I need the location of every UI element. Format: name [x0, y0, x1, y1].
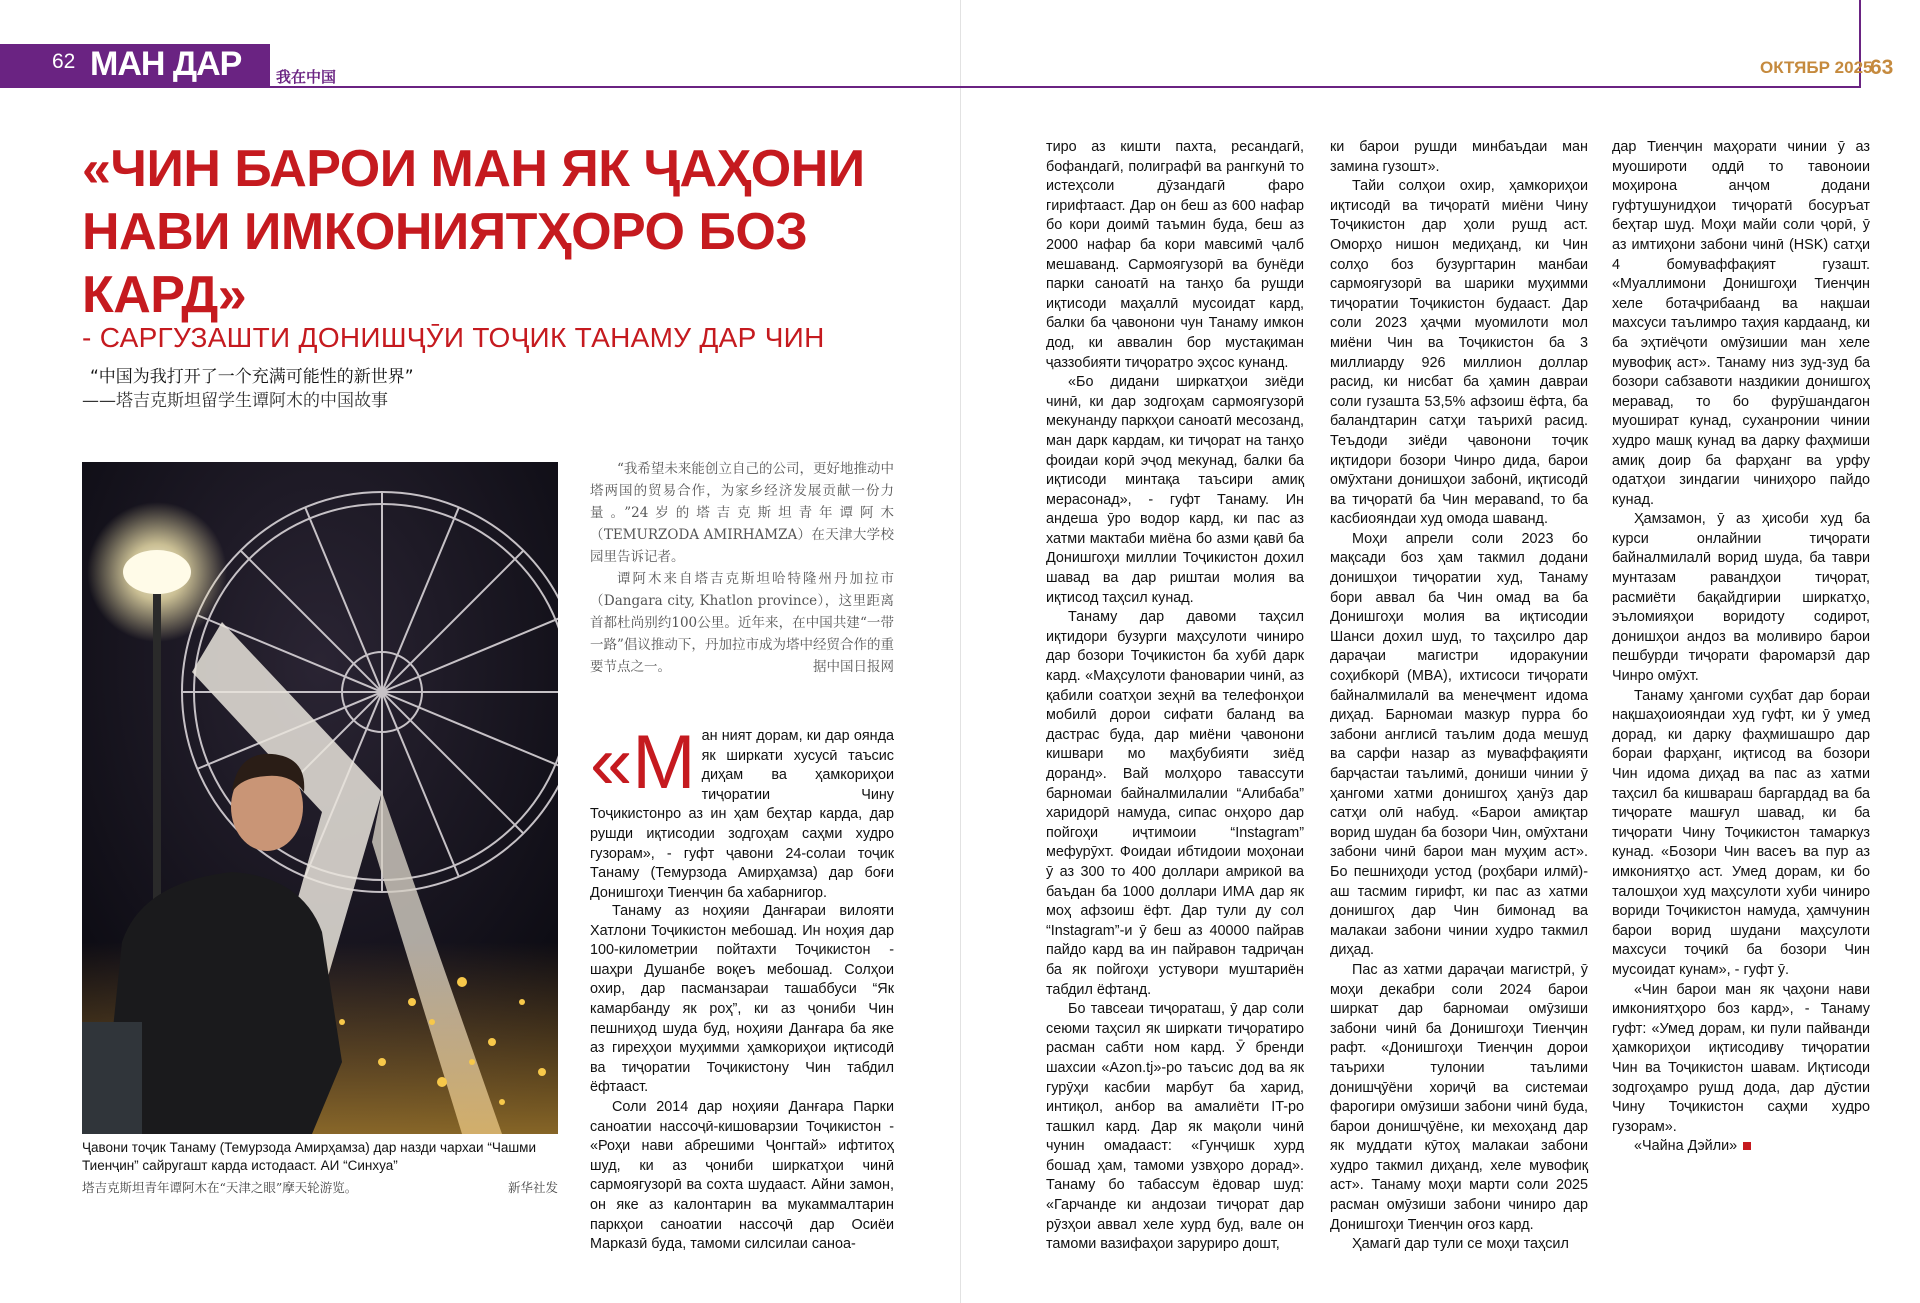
cn-headline: “中国为我打开了一个充满可能性的新世界” — [90, 367, 414, 387]
issue-date: ОКТЯБР 2025 — [1760, 58, 1873, 77]
header-rule-left — [270, 86, 960, 88]
body-paragraph: Танаму дар давоми таҳсил иқтидори бузурги маҳсулоти чиниро дар бозори Тоҷикистон ба хубӣ дарк кард. «Маҳсулоти фановарии чинӣ, аз қабили соатҳои зеҳнӣ ва телефонҳои мобилӣ дорои сифати баланд ва дастрас буда, дар миёни ҷавонони кишвари мо маҳбубияти зиёд доранд». Вай молҳоро тавассути барномаи байналмилалии “Алибаба” харидорӣ намуда, сипас онҳоро дар пойгоҳи иҷтимоии “Instagram” мефурӯхт. Фоидаи ибтидоии моҳонаи ӯ аз 300 то 400 доллари амрикоӣ ва баъдан ба 1000 доллари ИМА дар як моҳ афзоиш ёфт. Дар тули ду сол “Instagram”-и ӯ беш аз 40000 пайрав пайдо кард ва ин пайравон тадриҷан ба як пойгоҳи устувори муштариён табдил ёфтанд. — [1046, 609, 1304, 998]
body-paragraph: Ҳамзамон, ӯ аз ҳисоби худ ба курси онлайнии тиҷорати байналмилалӣ ворид шуда, ба таври мунтазам равандҳои тиҷорат, расмиёти бақайдгирии ширкатҳо, эъломияҳои воридоту содирот, донишҳои андоз ва моливиро барои пешбурди тиҷорати фаромарзӣ дар Чинро омӯхт. — [1612, 511, 1870, 685]
article-photo — [82, 462, 558, 1134]
photo-caption-cn — [82, 1178, 558, 1196]
section-banner — [0, 44, 270, 122]
body-paragraph: Соли 2014 дар ноҳияи Данғара Парки саноатии нассоҷӣ-кишоварзии Тоҷикистон - «Роҳи нави абрешими Ҷонгтай» ифтитоҳ шуд, ки аз ҷониби ширкатҳои чинӣ сармоягузорӣ ва сохта шудааст. Айни замон, он яке аз калонтарин ва мукаммалтарин паркҳои саноатии нассоҷӣ дар Осиёи Марказӣ буда, тамоми силсилаи саноа- — [590, 1098, 894, 1253]
body-paragraph: Моҳи апрели соли 2023 бо мақсади боз ҳам такмил додани донишҳои тиҷоратии худ, Танаму бори аввал ба Чин омад ва ба Донишгоҳи молия ва иқтисодии Шанси дохил шуд, то таҳсилро дар дараҷаи магистри идоракунии соҳибкорӣ (MBA), ихтисоси тиҷорати байналмилалӣ ва менеҷмент идома диҳад. Барномаи мазкур пурра бо забони англисӣ таълим дода мешуд ва сарфи назар аз муваффақияти барҷастаи таълимӣ, дониши чинии ӯ ҳангоми хатми донишгоҳ ҳанӯз дар сатҳи олӣ набуд. «Барои амиқтар ворид шудан ба бозори Чин, омӯхтани забони чинӣ барои ман муҳим аст». Бо пешниҳоди устод (роҳбари илмӣ)-аш тасмим гирифт, ки пас аз хатми донишгоҳ дар Чин бимонад ва малакаи забони чинии худро такмил диҳад. — [1330, 530, 1588, 959]
body-paragraph: Танаму ҳангоми суҳбат дар бораи нақшаҳоиояндаи худ гуфт, ки ӯ умед дорад, ки дарку фаҳмишашро дар бораи фарҳанг, иқтисод ва бозори Чин идома диҳад ва пас аз хатми таҳсил ба кишвараш баргардад ва ба тиҷорате машғул шавад, ки ба тиҷорати Чину Тоҷикистон тамаркуз кунад. «Бозори Чин васеъ ва пур аз имкониятҳо аст. Умед дорам, ки бо талошҳои худ маҳсулоти хуби чиниро вориди Тоҷикистон намуда, ҳамчунин барои ворид шудани маҳсулоти махсуси тоҷикӣ ба бозори Чин мусоидат кунам», - гуфт ӯ. — [1612, 687, 1870, 978]
photo-caption-cn-source: 新华社发 — [507, 1180, 558, 1195]
body-column-2 — [1046, 138, 1304, 1255]
section-title: МАН ДАР ЧИН — [90, 45, 242, 122]
body-paragraph: Бо тавсеаи тиҷораташ, ӯ дар соли сеюми таҳсил як ширкати тиҷоратиро расман сабти ном кард. Ӯ бренди шахсии «Azon.tj»-ро таъсис дод ва як гурӯҳи касбии марбут ба харид, интиқол, анбор ва амалиёти IT-ро ташкил кард. Дар як мақоли чинӣ чунин омадааст: «Гунҷишк хурд бошад ҳам, тамоми узвҳоро дорад». Танаму бо табассум ёдовар шуд: «Гарчанде ки андозаи тиҷорат дар рӯзҳои аввал хеле хурд буд, вале он тамоми вазифаҳои заруриро дошт, — [1046, 1001, 1304, 1253]
body-paragraph: Ҳамагӣ дар тули се моҳи таҳсил — [1352, 1236, 1569, 1253]
cn-subheadline: ——塔吉克斯坦留学生谭阿木的中国故事 — [82, 391, 388, 411]
article-subheadline: - САРГУЗАШТИ ДОНИШҶӮИ ТОҶИК ТАНАМУ ДАР ЧИН — [82, 322, 825, 353]
end-mark-icon — [1743, 1142, 1751, 1150]
photo-caption-cn-text: 塔吉克斯坦青年谭阿木在“天津之眼”摩天轮游览。 — [82, 1180, 358, 1195]
body-column-1 — [590, 720, 894, 903]
article-source — [1612, 1137, 1870, 1157]
body-column-3 — [1330, 138, 1588, 1255]
body-column-1b — [590, 902, 894, 1255]
cn-summary-p2 — [590, 568, 894, 678]
body-paragraph: Танаму аз ноҳияи Данғараи вилояти Хатлони Тоҷикистон мебошад. Ин ноҳия дар 100-километрии пойтахти Тоҷикистон - шаҳри Душанбе воқеъ мебошад. Солҳои охир, дар пасманзараи ташаббуси “Як камарбанду як роҳ”, ки аз ҷониби Чин пешниҳод шуда буд, ноҳияи Данғара ба яке аз гиреҳҳои муҳимми ҳамкориҳои иқтисодӣ ва тиҷоратии Тоҷикистону Чин табдил ёфтааст. — [590, 903, 894, 1096]
body-paragraph: Тайи солҳои охир, ҳамкориҳои иқтисодӣ ва тиҷоратӣ миёни Чину Тоҷикистон дар ҳоли рушд аст. Оморҳо нишон медиҳанд, ки Чин солҳо боз бузургтарин манбаи сармоягузорӣ ва шарики муҳимми тиҷоратии Тоҷикистон будааст. Дар соли 2023 ҳаҷми муомилоти мол миёни Чин ва Тоҷикистон ба 3 миллиарду 926 миллион доллар расид, ки нисбат ба ҳамин давраи соли гузашта 53,5% афзоиш ёфта, ба баландтарин сатҳи таърихӣ расид. Теъдоди зиёди ҷавонони тоҷик иқтидори бозори Чинро дида, барои омӯхтани донишҳои забонӣ, иқтисодӣ ва тиҷоратӣ ба Чин меравand, то ба касбиояндаи худ омода шаванд. — [1330, 178, 1588, 528]
article-headline: «ЧИН БАРОИ МАН ЯК ҶАҲОНИ НАВИ ИМКОНИЯТҲОРО БОЗ КАРД» — [82, 140, 865, 324]
page-number-right: 63 — [1870, 56, 1894, 79]
body-paragraph: Пас аз хатми дараҷаи магистрӣ, ӯ моҳи декабри соли 2024 барои ширкат дар барномаи омӯзиши забони чинӣ ба Донишгоҳи Тиенҷин рафт. «Донишгоҳи Тиенҷин дорои таърихи тулонии таълими донишҷӯёни хориҷӣ ва системаи фарогири омӯзиши забони чинӣ буда, барои донишҷӯёне, ки мехоҳанд дар як муддати кӯтоҳ малакаи забони худро такмил диҳанд, хеле мувофиқ аст». Танаму моҳи марти соли 2025 расман омӯзиши забони чиниро дар Донишгоҳи Тиенҷин оғоз кард. — [1330, 961, 1588, 1233]
body-column-4 — [1612, 138, 1870, 1157]
body-paragraph: «Чин барои ман як ҷаҳони нави имкониятҳоро боз кард», - Танаму гуфт: «Умед дорам, ки пули пайванди ҳамкориҳои иқтисодиву тиҷоратии Чин ва Тоҷикистон шавам. Иқтисоди зодгоҳамро рушд дода, дар дӯстии Чину Тоҷикистон саҳми худро гузорам». — [1612, 981, 1870, 1135]
section-title-cn: 我在中国 — [276, 68, 337, 86]
body-paragraph: «Бо дидани ширкатҳои зиёди чинӣ, ки дар зодгоҳам сармоягузорӣ мекунанду паркҳои саноатӣ месозанд, ман дарк кардам, ки тиҷорат на танҳо фоидаи корӣ эҷод мекунад, балки ба иқтисоди минтақа таъсири амиқ мерасонад», - гуфт Танаму. Ин андеша ӯро водор кард, ки пас аз хатми мактаби миёна бо азми қавӣ ба Донишгоҳи миллии Тоҷикистон дохил шавад ва дар риштаи молия ва иқтисод таҳсил кунад. — [1046, 374, 1304, 606]
body-paragraph: ки барои рушди минбаъдаи ман замина гузошт». — [1330, 139, 1588, 175]
body-paragraph: тиро аз кишти пахта, ресандагӣ, бофандагӣ, полиграфӣ ва рангкунӣ то истеҳсоли дӯзандагӣ фаро гирифтааст. Дар он беш аз 600 нафар бо кори доимӣ таъмин буда, беш аз 2000 нафар ба кори мавсимӣ ҷалб мешаванд. Сармоягузорӣ ва бунёди парки саноатӣ на танҳо ба рушди иқтисоди маҳаллӣ мусоидат кард, балки ба ҷавонони чун Танаму имкон дод, ки аввалин бор мустақиман ҷаззобияти тиҷоратро эҳсос кунанд. — [1046, 139, 1304, 371]
drop-cap: «М — [590, 720, 696, 805]
article-source-text: «Чайна Дэйли» — [1634, 1138, 1738, 1155]
cn-summary-p1: “我希望未来能创立自己的公司，更好地推动中塔两国的贸易合作，为家乡经济发展贡献一份力量。”24岁的塔吉克斯坦青年谭阿木（TEMURZODA AMIRHAMZA）在天津大学校园里告诉记者。 — [590, 461, 894, 565]
header-left — [0, 44, 960, 122]
page-spine — [960, 0, 961, 1303]
body-paragraph-lead — [590, 720, 894, 903]
ferris-wheel-photo — [82, 462, 558, 1134]
body-paragraph: дар Тиенҷин маҳорати чинии ӯ аз муошироти оддӣ то тавоноии моҳирона анҷом додани гуфтушунидҳои тиҷоратӣ босуръат беҳтар шуд. Моҳи майи соли ҷорӣ, ӯ аз имтиҳони забони чинӣ (HSK) сатҳи 4 бомуваффақият гузашт. «Муаллимони Донишгоҳи Тиенҷин хеле ботаҷрибаанд ва нақшаи махсуси таълимро таҳия кардаанд, ки ба эҳтиёҷоти омӯзишии ман хеле мувофиқ аст». Танаму низ зуд-зуд ба бозори сабзавоти наздикии донишгоҳ меравад, то бо фурӯшандагон муошират кунад, суханронии чинии худро машқ кунад ва дарку фаҳмиши амиқ доир ба фарҳанг ва урфу одатҳои зиндагии чиниҳоро пайдо кунад. — [1612, 139, 1870, 508]
header-rule-right — [960, 86, 1861, 88]
page-number-left: 62 — [52, 50, 76, 73]
photo-caption: Ҷавони тоҷик Танаму (Темурзода Амирҳамза) дар назди чархаи “Чашми Тиенҷин” сайругашт карда истодааст. АИ “Синхуа” — [82, 1140, 536, 1173]
cn-summary-source: 据中国日报网 — [813, 659, 894, 675]
cn-summary-p2-text: 谭阿木来自塔吉克斯坦哈特隆州丹加拉市（Dangara city, Khatlon province），这里距离首都杜尚别约100公里。近年来，在中国共建“一带一路”倡议推动下，丹加拉市成为塔中经贸合作的重要节点之一。 — [590, 571, 894, 675]
lead-text: ан ният дорам, ки дар оянда як ширкати хусусӣ таъсис диҳам ва ҳамкориҳои тиҷоратии Чину Тоҷикистонро аз ин ҳам беҳтар карда, дар рушди иқтисодии зодгоҳам саҳми худро гузорам», - гуфт ҷавони 24-солаи тоҷик Танаму (Темурзода Амирҳамза) дар боғи Донишгоҳи Тиенҷин ба хабарнигор. — [590, 728, 894, 901]
cn-summary — [590, 458, 894, 678]
